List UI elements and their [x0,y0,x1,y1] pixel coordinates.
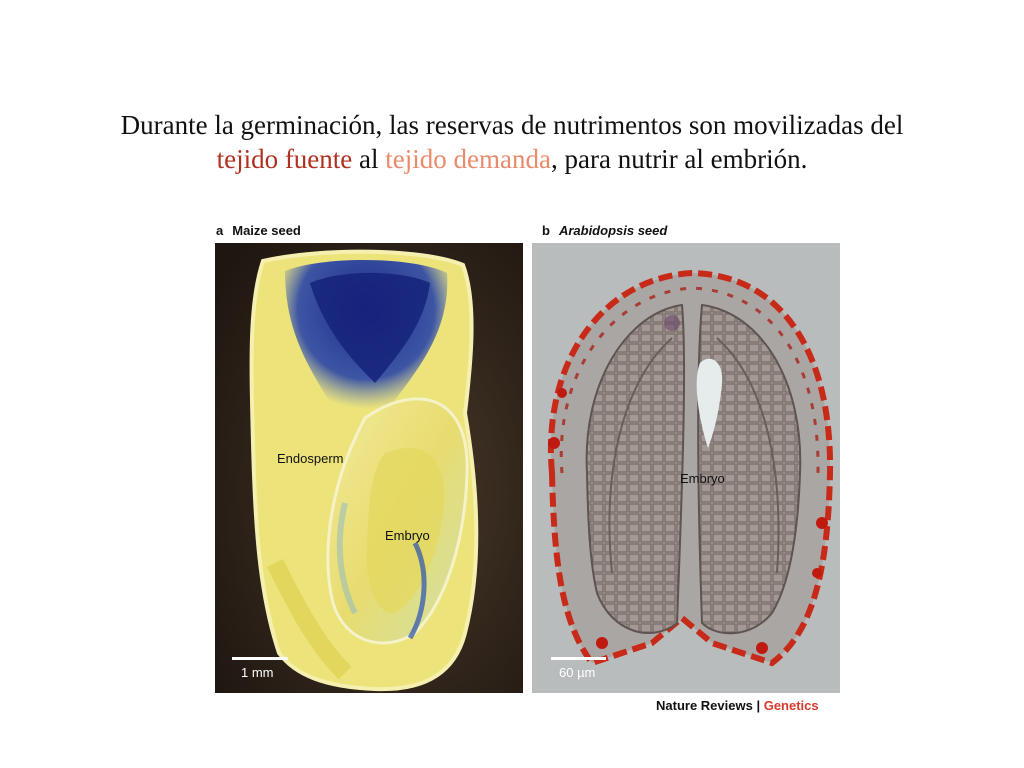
arabidopsis-seed-image [532,243,840,693]
panel-a-title [216,223,301,238]
arabidopsis-embryo-label: Embryo [680,471,725,486]
source-tissue-term: tejido fuente [216,144,353,174]
slide-caption [40,108,984,176]
credit-journal: Nature Reviews [656,698,753,713]
panel-a-letter: a [216,223,224,238]
credit-separator: | [752,698,764,713]
panel-b-title-text: Arabidopsis seed [558,223,668,238]
maize-embryo-label: Embryo [385,528,430,543]
caption-connector: al [352,144,386,174]
maize-seed-image [215,243,523,693]
endosperm-label: Endosperm [277,451,344,466]
figure-credit [656,698,819,713]
maize-scale-label: 1 mm [241,665,274,680]
caption-line2-rest: , para nutrir al embrión. [550,144,808,174]
panel-a-title-text: Maize seed [232,223,301,238]
credit-section: Genetics [763,698,819,713]
arabidopsis-scale-bar [551,657,606,660]
panel-b-title [542,223,667,238]
maize-scale-bar [232,657,288,660]
caption-line1: Durante la germinación, las reservas de nutrimentos son movilizadas del [120,110,904,140]
panel-b-letter: b [542,223,550,238]
arabidopsis-seed-illustration [532,243,840,693]
sink-tissue-term: tejido demanda [385,144,551,174]
maize-seed-illustration [215,243,523,693]
arabidopsis-scale-label: 60 µm [559,665,596,680]
